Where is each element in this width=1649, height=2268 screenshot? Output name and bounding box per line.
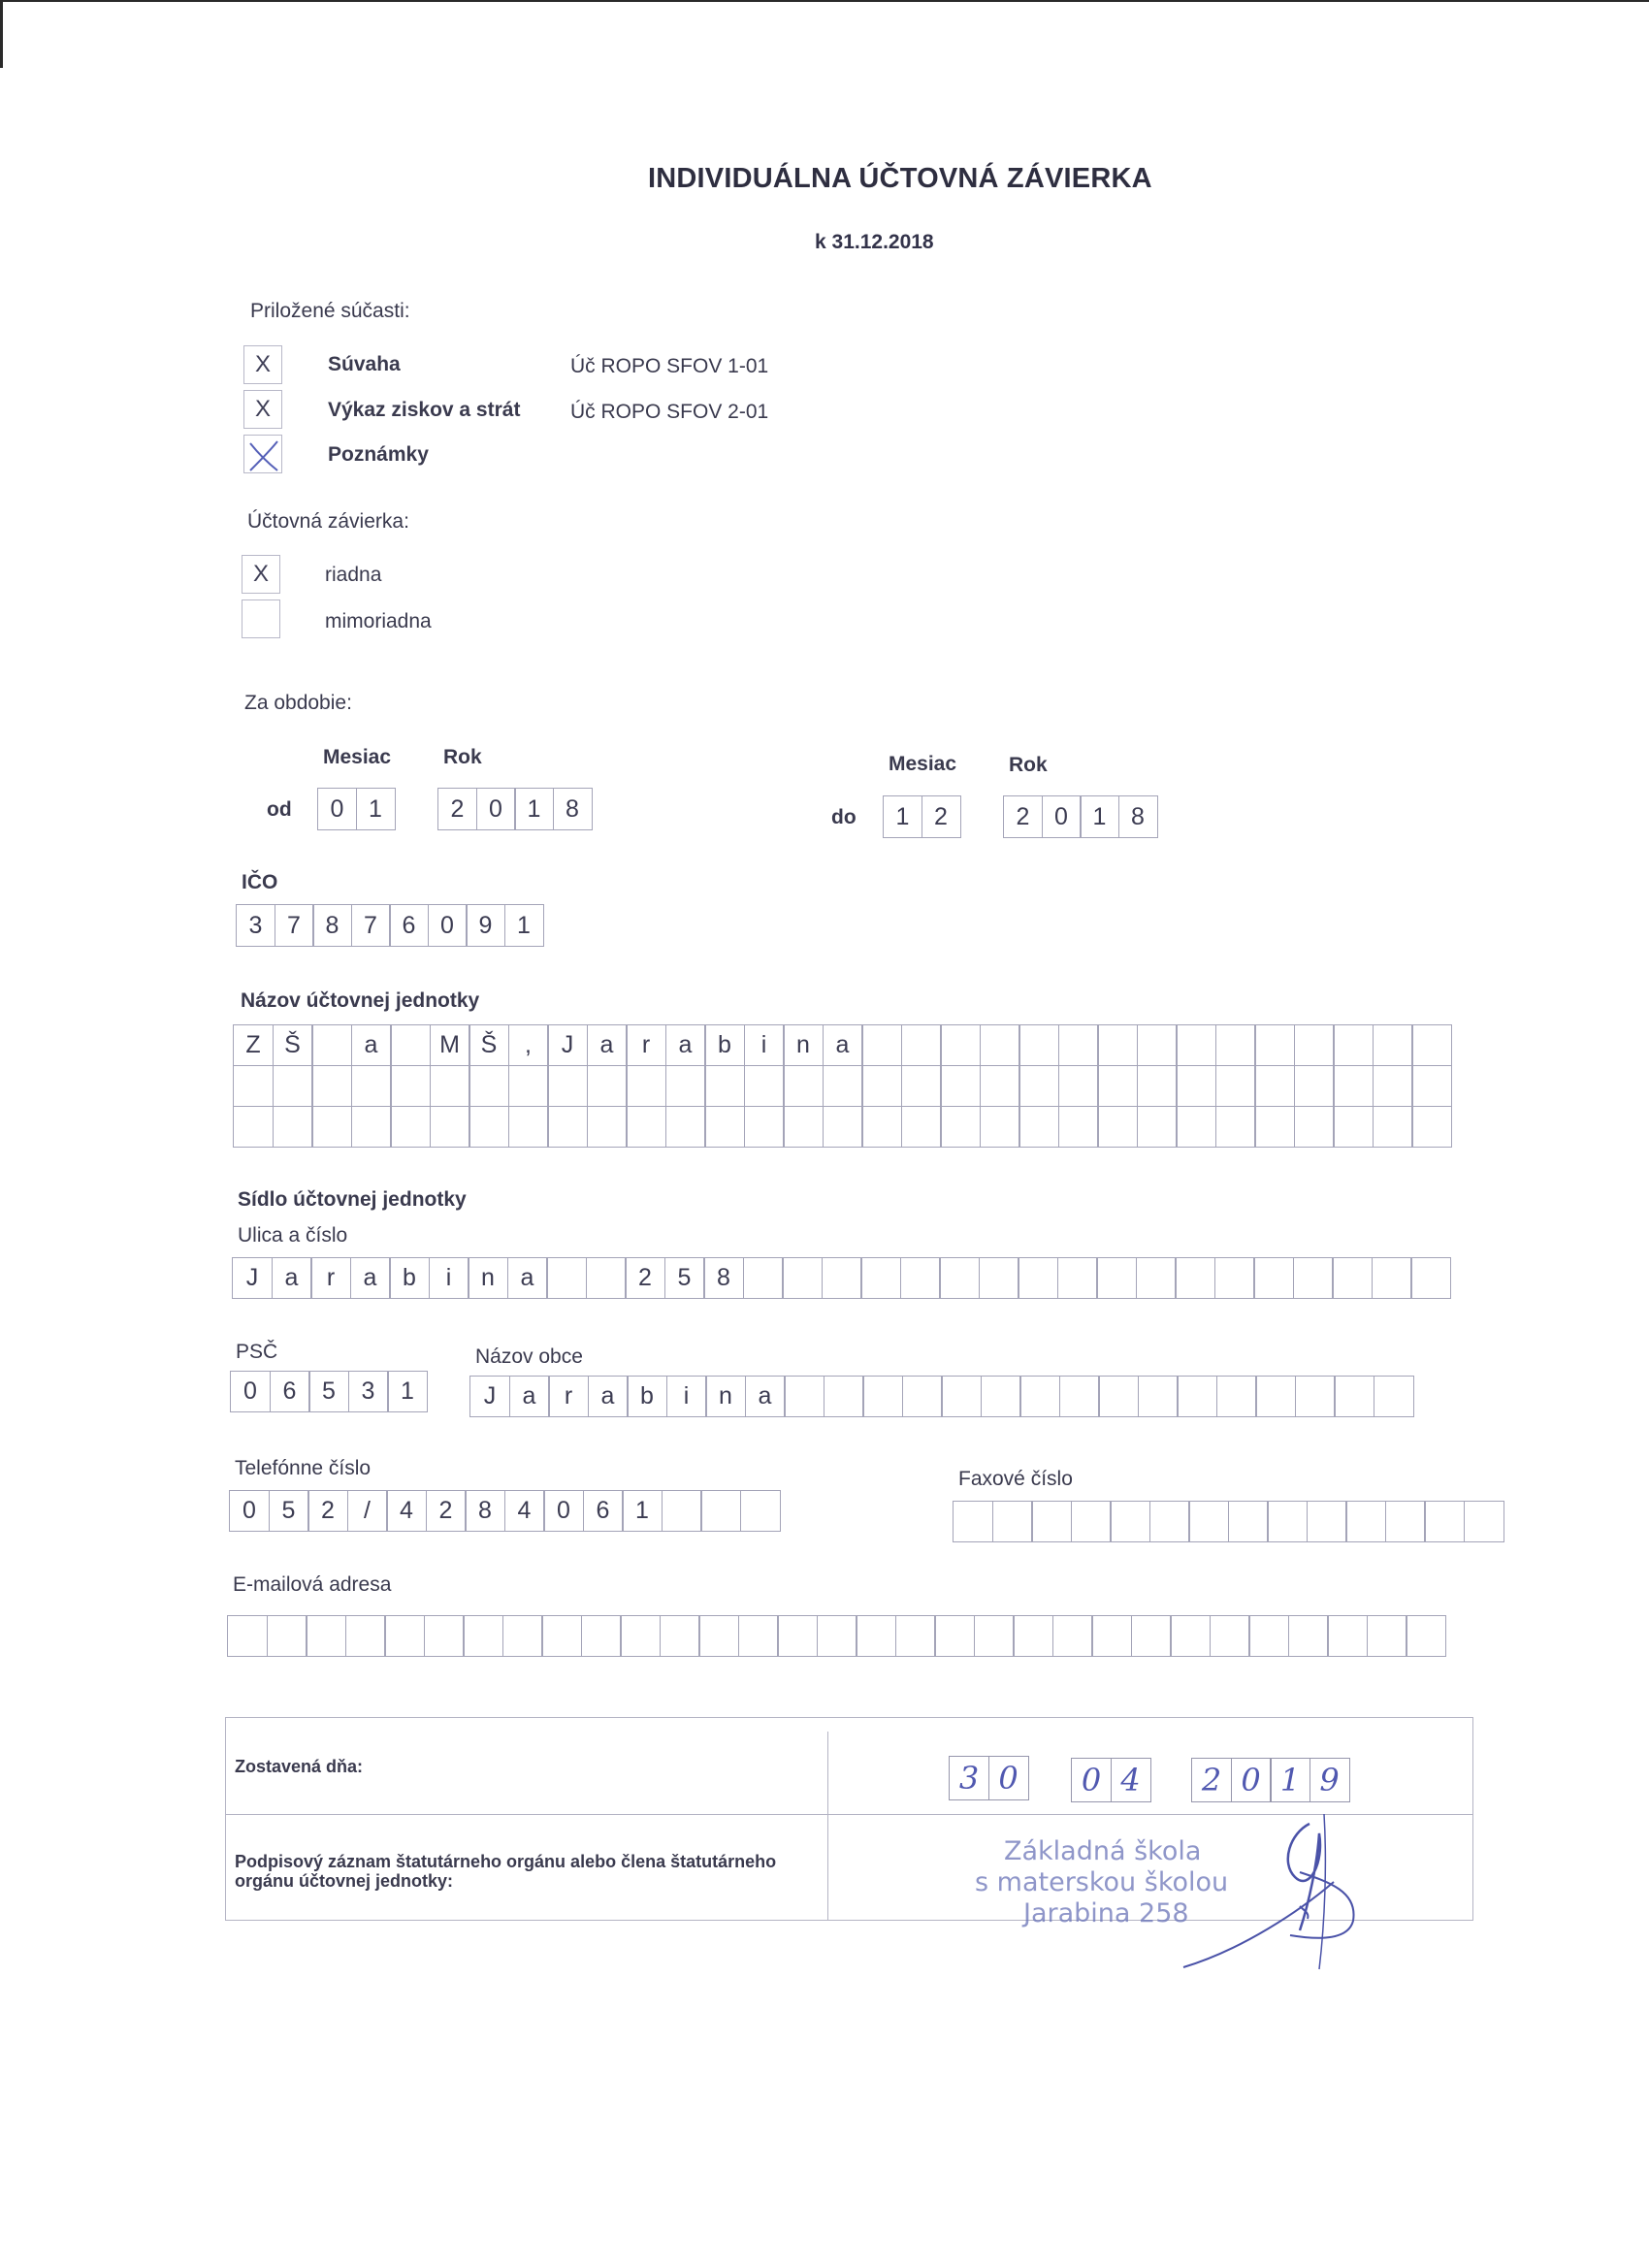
char-cell — [626, 1065, 666, 1107]
char-cell — [698, 1615, 739, 1657]
char-cell: b — [627, 1376, 667, 1417]
char-cell: Š — [273, 1024, 313, 1066]
char-cell: n — [783, 1024, 824, 1066]
char-cell — [1097, 1024, 1138, 1066]
char-cell: 0 — [1071, 1758, 1112, 1802]
fax-label: Faxové číslo — [958, 1468, 1073, 1490]
entity-name-label: Názov účtovnej jednotky — [241, 989, 480, 1012]
char-cell — [782, 1257, 823, 1299]
char-cell — [587, 1065, 628, 1107]
email-label: E-mailová adresa — [233, 1573, 392, 1596]
char-cell: J — [232, 1257, 273, 1299]
period-from-month-cells[interactable] — [317, 788, 394, 830]
period-from-label: od — [267, 798, 292, 821]
entity-name-row-3[interactable] — [233, 1106, 1451, 1148]
closing-type-heading: Účtovná závierka: — [247, 510, 409, 533]
char-cell — [430, 1065, 470, 1107]
char-cell — [1058, 1065, 1099, 1107]
char-cell — [586, 1257, 627, 1299]
char-cell — [901, 1106, 942, 1148]
char-cell — [1228, 1501, 1269, 1542]
closing-option-mimoriadna: mimoriadna — [325, 610, 432, 632]
char-cell: 9 — [1310, 1758, 1350, 1802]
char-cell — [665, 1106, 706, 1148]
char-cell — [704, 1065, 745, 1107]
attachment-code-vykaz: Úč ROPO SFOV 2-01 — [570, 401, 769, 423]
char-cell — [1176, 1024, 1216, 1066]
char-cell: 1 — [1270, 1758, 1310, 1802]
char-cell: a — [665, 1024, 706, 1066]
char-cell — [1216, 1376, 1257, 1417]
char-cell: 6 — [583, 1490, 624, 1532]
char-cell: 3 — [949, 1756, 989, 1800]
char-cell: b — [704, 1024, 745, 1066]
char-cell: 1 — [504, 904, 544, 947]
char-cell: Z — [233, 1024, 274, 1066]
char-cell — [1091, 1615, 1132, 1657]
char-cell — [861, 1106, 902, 1148]
char-cell — [901, 1065, 942, 1107]
char-cell — [777, 1615, 818, 1657]
char-cell — [1464, 1501, 1504, 1542]
char-cell — [620, 1615, 661, 1657]
char-cell: 0 — [1042, 795, 1082, 838]
char-cell — [233, 1106, 274, 1148]
char-cell — [547, 1106, 588, 1148]
period-to-month-label: Mesiac — [889, 753, 957, 775]
signature-record-label: Podpisový záznam štatutárneho orgánu alebo člena štatutárneho orgánu účtovnej jednotky: — [235, 1852, 777, 1891]
handwritten-x-icon — [244, 436, 283, 474]
char-cell — [1215, 1106, 1256, 1148]
char-cell: a — [509, 1376, 550, 1417]
char-cell — [861, 1065, 902, 1107]
email-cells[interactable] — [227, 1615, 1445, 1657]
document-date: k 31.12.2018 — [815, 231, 934, 253]
char-cell: a — [588, 1376, 629, 1417]
char-cell — [1031, 1501, 1072, 1542]
char-cell — [700, 1490, 741, 1532]
char-cell: 5 — [269, 1490, 309, 1532]
attachment-label-suvaha: Súvaha — [328, 353, 401, 375]
char-cell — [311, 1106, 352, 1148]
char-cell — [1149, 1501, 1190, 1542]
seat-heading: Sídlo účtovnej jednotky — [238, 1188, 467, 1211]
char-cell: a — [351, 1024, 392, 1066]
char-cell — [311, 1065, 352, 1107]
char-cell — [1137, 1024, 1178, 1066]
char-cell — [1288, 1615, 1329, 1657]
char-cell: 8 — [465, 1490, 505, 1532]
char-cell: r — [548, 1376, 589, 1417]
ico-cells[interactable] — [236, 904, 542, 947]
char-cell — [1215, 1024, 1256, 1066]
char-cell: 2 — [437, 788, 477, 830]
char-cell: 0 — [476, 788, 516, 830]
char-cell: 4 — [504, 1490, 545, 1532]
char-cell — [900, 1257, 941, 1299]
char-cell — [626, 1106, 666, 1148]
char-cell: 1 — [356, 788, 396, 830]
char-cell: 1 — [883, 795, 922, 838]
char-cell: 0 — [988, 1756, 1029, 1800]
char-cell: a — [272, 1257, 312, 1299]
handwritten-signature — [1164, 1804, 1377, 1979]
char-cell — [311, 1024, 352, 1066]
compiled-day-cells[interactable] — [949, 1756, 1027, 1800]
city-cells[interactable] — [469, 1376, 1412, 1417]
char-cell — [1136, 1257, 1177, 1299]
char-cell: 5 — [308, 1371, 349, 1412]
char-cell: 2 — [1191, 1758, 1232, 1802]
char-cell — [390, 1065, 431, 1107]
char-cell — [1137, 1106, 1178, 1148]
char-cell — [740, 1490, 781, 1532]
char-cell — [1175, 1257, 1215, 1299]
char-cell: 1 — [387, 1371, 428, 1412]
char-cell — [1058, 1106, 1099, 1148]
period-from-year-cells[interactable] — [437, 788, 591, 830]
char-cell — [430, 1106, 470, 1148]
char-cell — [940, 1024, 981, 1066]
street-label: Ulica a číslo — [238, 1224, 348, 1247]
char-cell — [424, 1615, 465, 1657]
psc-label: PSČ — [236, 1341, 278, 1363]
char-cell — [823, 1106, 863, 1148]
char-cell — [1052, 1615, 1093, 1657]
char-cell: 2 — [922, 795, 961, 838]
char-cell — [267, 1615, 307, 1657]
char-cell — [1096, 1257, 1137, 1299]
char-cell — [901, 1024, 942, 1066]
char-cell — [895, 1615, 936, 1657]
char-cell — [1293, 1257, 1334, 1299]
char-cell — [1373, 1106, 1413, 1148]
char-cell: 0 — [428, 904, 468, 947]
char-cell: a — [350, 1257, 391, 1299]
char-cell: 2 — [307, 1490, 348, 1532]
char-cell — [1294, 1024, 1335, 1066]
school-stamp-line-2: s materskou školou — [975, 1867, 1229, 1897]
char-cell: n — [468, 1257, 508, 1299]
scan-edge-top — [0, 0, 1649, 2]
char-cell — [980, 1065, 1020, 1107]
char-cell — [940, 1106, 981, 1148]
char-cell — [1176, 1106, 1216, 1148]
period-from-year-label: Rok — [443, 746, 482, 768]
char-cell — [704, 1106, 745, 1148]
char-cell: r — [310, 1257, 351, 1299]
char-cell — [784, 1376, 824, 1417]
char-cell — [1367, 1615, 1407, 1657]
char-cell — [940, 1065, 981, 1107]
char-cell: 8 — [1118, 795, 1158, 838]
char-cell — [992, 1501, 1033, 1542]
char-cell — [390, 1106, 431, 1148]
char-cell — [546, 1257, 587, 1299]
char-cell — [1333, 1106, 1374, 1148]
char-cell: a — [745, 1376, 786, 1417]
char-cell — [1177, 1376, 1217, 1417]
char-cell: i — [744, 1024, 785, 1066]
char-cell: 4 — [386, 1490, 427, 1532]
char-cell — [783, 1106, 824, 1148]
char-cell — [508, 1106, 549, 1148]
char-cell — [1294, 1065, 1335, 1107]
char-cell — [1019, 1376, 1060, 1417]
char-cell: , — [508, 1024, 549, 1066]
char-cell — [783, 1065, 824, 1107]
char-cell — [824, 1376, 864, 1417]
fax-cells[interactable] — [953, 1501, 1503, 1542]
entity-name-row-1[interactable] — [233, 1024, 1451, 1066]
char-cell — [1018, 1257, 1058, 1299]
city-label: Názov obce — [475, 1345, 583, 1368]
char-cell — [1254, 1106, 1295, 1148]
compiled-month-cells[interactable] — [1071, 1758, 1149, 1802]
char-cell — [384, 1615, 425, 1657]
char-cell — [974, 1615, 1015, 1657]
char-cell — [273, 1065, 313, 1107]
char-cell: / — [347, 1490, 388, 1532]
char-cell: 2 — [1003, 795, 1043, 838]
char-cell — [1176, 1065, 1216, 1107]
char-cell — [1327, 1615, 1368, 1657]
char-cell — [1373, 1065, 1413, 1107]
char-cell — [1210, 1615, 1250, 1657]
char-cell — [508, 1065, 549, 1107]
char-cell — [1138, 1376, 1179, 1417]
ico-label: IČO — [242, 871, 278, 893]
char-cell — [1410, 1257, 1451, 1299]
checkbox-suvaha[interactable]: X — [243, 345, 282, 384]
char-cell: 8 — [703, 1257, 744, 1299]
char-cell — [273, 1106, 313, 1148]
attachment-code-suvaha: Úč ROPO SFOV 1-01 — [570, 355, 769, 377]
char-cell: 7 — [351, 904, 391, 947]
char-cell — [1254, 1065, 1295, 1107]
char-cell — [902, 1376, 943, 1417]
char-cell — [1018, 1024, 1059, 1066]
char-cell — [1307, 1501, 1347, 1542]
phone-cells[interactable] — [229, 1490, 779, 1532]
char-cell — [351, 1106, 392, 1148]
char-cell: 1 — [514, 788, 554, 830]
char-cell — [233, 1065, 274, 1107]
period-to-year-cells[interactable] — [1003, 795, 1156, 838]
char-cell: 7 — [275, 904, 314, 947]
char-cell — [1295, 1376, 1336, 1417]
char-cell — [1097, 1065, 1138, 1107]
char-cell — [660, 1615, 700, 1657]
char-cell — [665, 1065, 706, 1107]
char-cell — [227, 1615, 268, 1657]
char-cell — [587, 1106, 628, 1148]
char-cell — [1097, 1106, 1138, 1148]
char-cell: n — [705, 1376, 746, 1417]
char-cell — [547, 1065, 588, 1107]
char-cell — [1294, 1106, 1335, 1148]
char-cell — [743, 1257, 784, 1299]
entity-name-row-2[interactable] — [233, 1065, 1451, 1107]
char-cell — [1333, 1065, 1374, 1107]
char-cell — [541, 1615, 582, 1657]
char-cell — [1255, 1376, 1296, 1417]
char-cell — [351, 1065, 392, 1107]
char-cell — [1411, 1065, 1452, 1107]
char-cell — [1098, 1376, 1139, 1417]
period-heading: Za obdobie: — [244, 692, 352, 714]
char-cell — [1411, 1024, 1452, 1066]
char-cell — [1013, 1615, 1053, 1657]
attachments-heading: Priložené súčasti: — [250, 300, 410, 322]
char-cell — [1248, 1615, 1289, 1657]
char-cell — [1131, 1615, 1172, 1657]
checkbox-vykaz[interactable]: X — [243, 390, 282, 429]
char-cell — [1332, 1257, 1373, 1299]
char-cell: a — [823, 1024, 863, 1066]
char-cell — [1374, 1376, 1414, 1417]
char-cell — [939, 1257, 980, 1299]
char-cell: i — [429, 1257, 469, 1299]
checkbox-mimoriadna[interactable] — [242, 599, 280, 638]
signature-table-vline — [827, 1732, 828, 1921]
char-cell: 0 — [317, 788, 357, 830]
char-cell: 8 — [553, 788, 593, 830]
school-stamp-line-3: Jarabina 258 — [1023, 1898, 1189, 1928]
compiled-year-cells[interactable] — [1191, 1758, 1348, 1802]
char-cell — [1333, 1024, 1374, 1066]
char-cell — [1188, 1501, 1229, 1542]
char-cell: 1 — [1080, 795, 1119, 838]
char-cell — [817, 1615, 857, 1657]
phone-label: Telefónne číslo — [235, 1457, 372, 1479]
char-cell — [1372, 1257, 1412, 1299]
char-cell — [1334, 1376, 1374, 1417]
char-cell: 6 — [389, 904, 429, 947]
char-cell — [1385, 1501, 1426, 1542]
period-to-year-label: Rok — [1009, 754, 1048, 776]
char-cell — [1018, 1065, 1059, 1107]
char-cell — [1424, 1501, 1465, 1542]
char-cell — [1345, 1501, 1386, 1542]
period-to-month-cells[interactable] — [883, 795, 959, 838]
psc-cells[interactable] — [230, 1371, 427, 1412]
char-cell: 3 — [236, 904, 275, 947]
char-cell — [823, 1065, 863, 1107]
char-cell — [744, 1106, 785, 1148]
char-cell — [1411, 1106, 1452, 1148]
char-cell: 0 — [230, 1371, 271, 1412]
char-cell: 5 — [664, 1257, 705, 1299]
attachment-label-vykaz: Výkaz ziskov a strát — [328, 399, 521, 421]
char-cell: M — [430, 1024, 470, 1066]
char-cell — [822, 1257, 862, 1299]
scan-edge-left — [0, 0, 3, 68]
char-cell — [463, 1615, 503, 1657]
char-cell: 0 — [1231, 1758, 1272, 1802]
char-cell — [856, 1615, 896, 1657]
closing-option-riadna: riadna — [325, 564, 382, 586]
char-cell — [744, 1065, 785, 1107]
char-cell — [1254, 1024, 1295, 1066]
char-cell — [980, 1106, 1020, 1148]
document-title: INDIVIDUÁLNA ÚČTOVNÁ ZÁVIERKA — [648, 163, 1152, 194]
char-cell: r — [626, 1024, 666, 1066]
char-cell — [1110, 1501, 1150, 1542]
char-cell: 2 — [426, 1490, 467, 1532]
char-cell — [862, 1376, 903, 1417]
street-cells[interactable] — [232, 1257, 1450, 1299]
char-cell — [1137, 1065, 1178, 1107]
char-cell: 4 — [1111, 1758, 1151, 1802]
char-cell — [738, 1615, 779, 1657]
char-cell — [979, 1257, 1019, 1299]
char-cell: 9 — [466, 904, 505, 947]
char-cell — [1058, 1024, 1099, 1066]
char-cell — [1071, 1501, 1112, 1542]
period-to-label: do — [831, 806, 857, 828]
char-cell: J — [469, 1376, 510, 1417]
char-cell — [390, 1024, 431, 1066]
char-cell — [306, 1615, 346, 1657]
char-cell: 3 — [348, 1371, 389, 1412]
char-cell — [941, 1376, 982, 1417]
char-cell — [1406, 1615, 1446, 1657]
char-cell — [934, 1615, 975, 1657]
char-cell — [980, 1024, 1020, 1066]
char-cell: 1 — [622, 1490, 663, 1532]
compiled-on-label: Zostavená dňa: — [235, 1757, 364, 1776]
char-cell — [860, 1257, 901, 1299]
char-cell — [1170, 1615, 1211, 1657]
char-cell — [861, 1024, 902, 1066]
school-stamp-line-1: Základná škola — [1004, 1836, 1202, 1866]
char-cell: 0 — [229, 1490, 270, 1532]
char-cell: a — [587, 1024, 628, 1066]
char-cell: a — [507, 1257, 548, 1299]
char-cell — [953, 1501, 993, 1542]
char-cell: Š — [469, 1024, 509, 1066]
char-cell — [469, 1106, 509, 1148]
char-cell — [1018, 1106, 1059, 1148]
char-cell: J — [547, 1024, 588, 1066]
char-cell: 2 — [625, 1257, 665, 1299]
char-cell — [1057, 1257, 1098, 1299]
char-cell — [1214, 1257, 1255, 1299]
attachment-label-poznamky: Poznámky — [328, 443, 429, 466]
char-cell: 0 — [543, 1490, 584, 1532]
char-cell: 6 — [270, 1371, 310, 1412]
char-cell — [662, 1490, 702, 1532]
char-cell — [1059, 1376, 1100, 1417]
char-cell: i — [666, 1376, 707, 1417]
char-cell — [581, 1615, 622, 1657]
period-from-month-label: Mesiac — [323, 746, 392, 768]
char-cell: b — [389, 1257, 430, 1299]
char-cell — [1373, 1024, 1413, 1066]
checkbox-poznamky[interactable] — [243, 435, 282, 473]
char-cell: 8 — [312, 904, 352, 947]
char-cell — [469, 1065, 509, 1107]
char-cell — [1267, 1501, 1308, 1542]
char-cell — [1215, 1065, 1256, 1107]
checkbox-riadna[interactable]: X — [242, 555, 280, 594]
char-cell — [502, 1615, 543, 1657]
char-cell — [1253, 1257, 1294, 1299]
char-cell — [981, 1376, 1021, 1417]
char-cell — [345, 1615, 386, 1657]
